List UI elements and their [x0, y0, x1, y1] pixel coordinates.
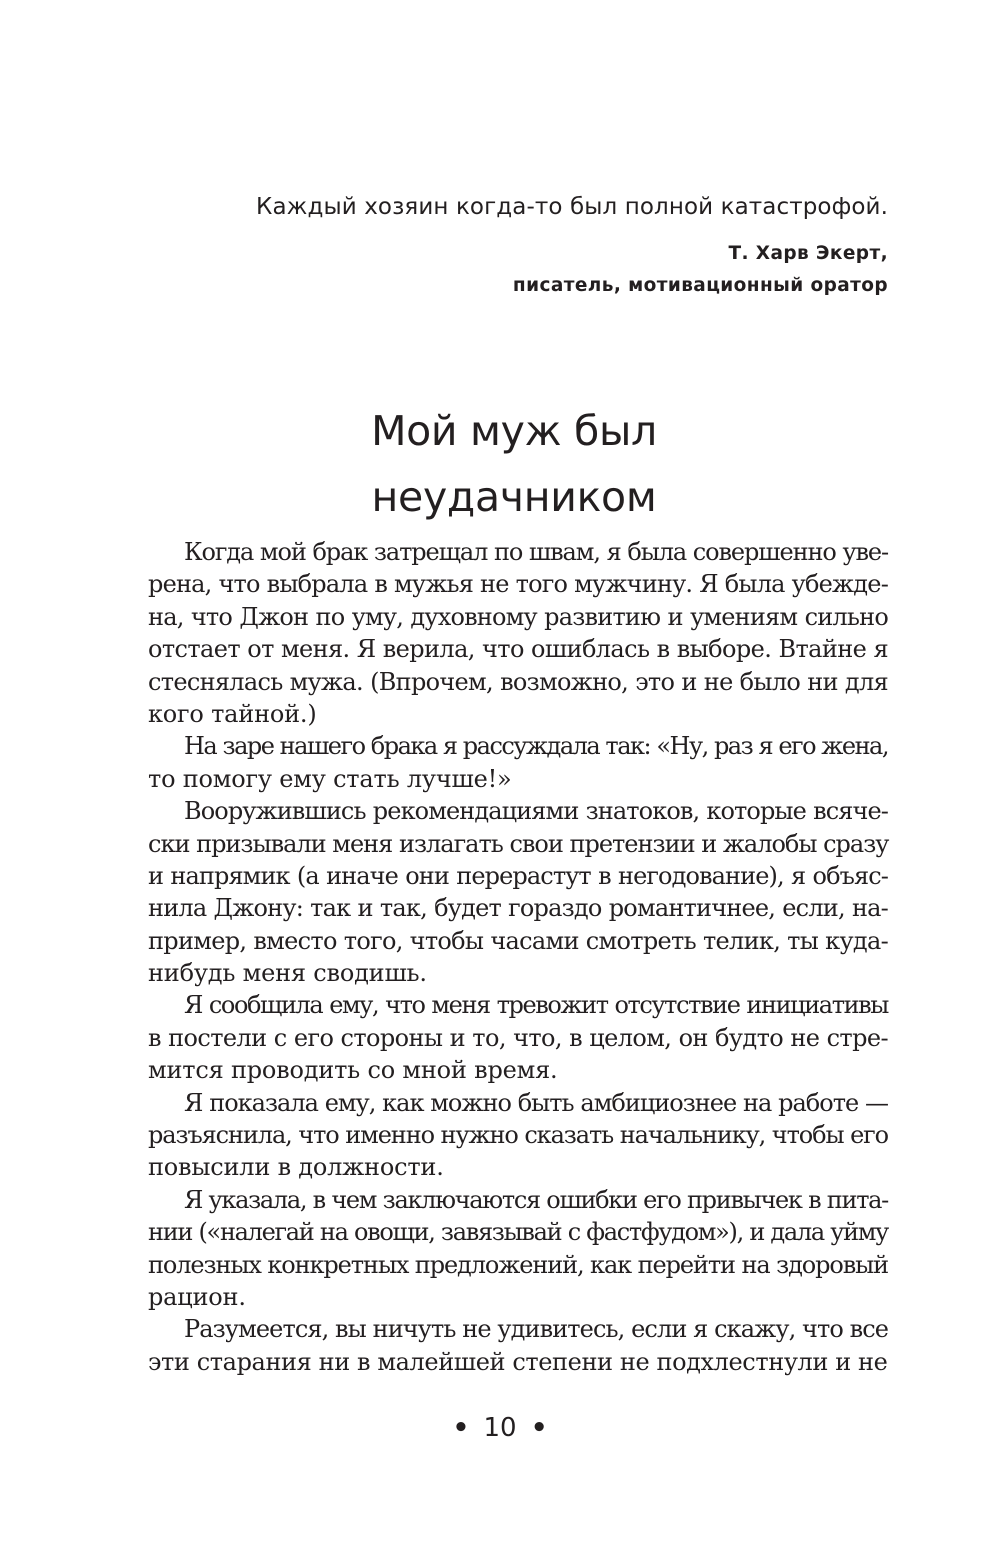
- paragraph: [148, 1313, 888, 1378]
- text-line: рацион.: [148, 1282, 246, 1311]
- text-line: пример, вместо того, чтобы часами смотреть телик, ты куда-: [148, 926, 888, 955]
- text-line: На заре нашего брака я рассуждала так: «Ну, раз я его жена,: [184, 732, 888, 761]
- text-line: рена, что выбрала в мужья не того мужчину. Я была убежде-: [148, 570, 888, 599]
- epigraph: [180, 188, 888, 302]
- page-number: 10: [483, 1413, 517, 1443]
- text-line: нибудь меня сводишь.: [148, 959, 427, 988]
- epigraph-author-description: писатель, мотивационный оратор: [512, 275, 888, 296]
- paragraph: [148, 1184, 888, 1314]
- text-line: то помогу ему стать лучше!»: [148, 764, 512, 793]
- text-line: Я указала, в чем заключаются ошибки его привычек в пита-: [184, 1185, 888, 1214]
- chapter-title-line-1: Мой муж был: [371, 407, 657, 455]
- paragraph: [148, 536, 888, 730]
- paragraph: [148, 1087, 888, 1184]
- text-line: разъяснила, что именно нужно сказать начальнику, чтобы его: [148, 1121, 888, 1150]
- text-line: Разумеется, вы ничуть не удивитесь, если я скажу, что все: [184, 1315, 889, 1344]
- text-line: нила Джону: так и так, будет гораздо романтичнее, если, на-: [148, 894, 888, 923]
- text-line: и напрямик (а иначе они перерастут в негодование), я объяс-: [148, 861, 888, 890]
- text-line: стеснялась мужа. (Впрочем, возможно, это и не было ни для: [148, 667, 888, 696]
- paragraph: [148, 795, 888, 989]
- page-number-dot-left: •: [452, 1413, 470, 1443]
- body-text: [148, 536, 888, 1378]
- page-number-dot-right: •: [530, 1413, 548, 1443]
- text-line: повысили в должности.: [148, 1153, 444, 1182]
- text-line: нии («налегай на овощи, завязывай с фастфудом»), и дала уйму: [148, 1218, 888, 1247]
- text-line: Я сообщила ему, что меня тревожит отсутствие инициативы: [184, 991, 888, 1020]
- text-line: мится проводить со мной время.: [148, 1056, 558, 1085]
- chapter-title: [180, 398, 848, 530]
- text-line: в постели с его стороны и то, что, в целом, он будто не стре-: [148, 1023, 888, 1052]
- text-line: Вооружившись рекомендациями знатоков, которые всяче-: [184, 797, 888, 826]
- text-line: эти старания ни в малейшей степени не подхлестнули и не: [148, 1347, 888, 1376]
- paragraph: [148, 989, 888, 1086]
- text-line: на, что Джон по уму, духовному развитию и умениям сильно: [148, 602, 888, 631]
- epigraph-author-name: Т. Харв Экерт,: [728, 243, 888, 264]
- text-line: Я показала ему, как можно быть амбициознее на работе —: [184, 1088, 888, 1117]
- page-footer: [0, 1410, 1000, 1446]
- text-line: Когда мой брак затрещал по швам, я была совершенно уве-: [184, 538, 888, 566]
- paragraph: [148, 730, 888, 795]
- text-line: кого тайной.): [148, 699, 317, 728]
- text-line: ски призывали меня излагать свои претензии и жалобы сразу: [148, 829, 889, 858]
- text-line: отстает от меня. Я верила, что ошиблась в выборе. Втайне я: [148, 635, 888, 664]
- chapter-title-line-2: неудачником: [371, 473, 657, 521]
- text-line: полезных конкретных предложений, как перейти на здоровый: [148, 1250, 889, 1279]
- epigraph-quote: Каждый хозяин когда-то был полной катастрофой.: [256, 194, 888, 220]
